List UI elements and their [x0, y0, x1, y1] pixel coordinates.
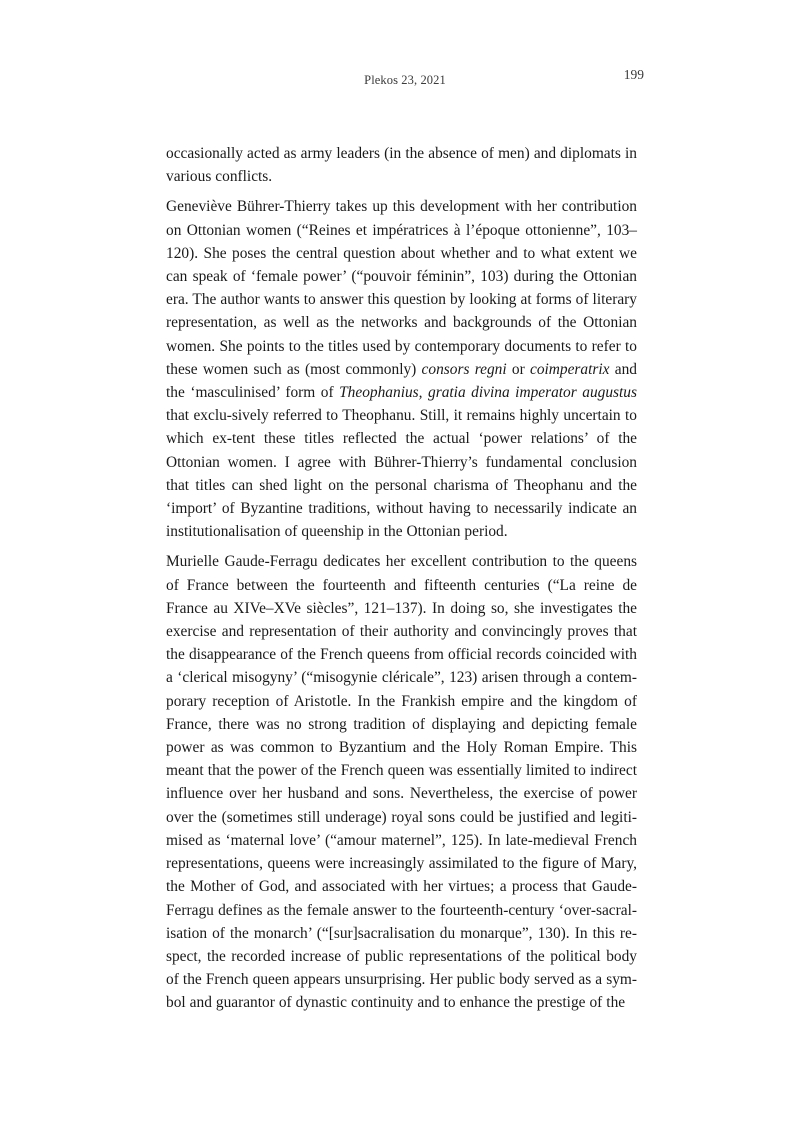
running-head	[166, 72, 644, 90]
page-number: 199	[623, 67, 644, 82]
paragraph-gaude-ferragu: Murielle Gaude-Ferragu dedicates her excellent contribution to the queens of France between the fourteenth and fifteenth centuries (“La reine de France au XIVe–XVe siècles”, 121–137). In doing so, she investigates the exercise and representation of their authority and convincingly proves that the disappearance of the French queens from official records coincided with a ‘clerical misogyny’ (“misogynie cléricale”, 123) arisen through a contem-porary reception of Aristotle. In the Frankish empire and the kingdom of France, there was no strong tradition of displaying and depicting female power as was common to Byzantium and the Holy Roman Empire. This meant that the power of the French queen was essentially limited to indirect influence over her husband and sons. Nevertheless, the exercise of power over the (sometimes still underage) royal sons could be justified and legiti-mised as ‘maternal love’ (“amour maternel”, 125). In late-medieval French representations, queens were increasingly assimilated to the figure of Mary, the Mother of God, and associated with her virtues; a process that Gaude-Ferragu defines as the female answer to the fourteenth-century ‘over-sacral-isation of the monarch’ (“[sur]sacralisation du monarque”, 130). In this re-spect, the recorded increase of public representations of the political body of the French queen appears unsurprising. Her public body served as a sym-bol and guarantor of dynastic continuity and to enhance the prestige of the	[166, 553, 637, 1012]
running-head-title: Plekos 23, 2021	[364, 73, 446, 87]
paragraph-army-leaders: occasionally acted as army leaders (in the absence of men) and diplomats in various conflicts.	[166, 145, 637, 186]
paragraph-buhrer-thierry: Geneviève Bührer-Thierry takes up this development with her contribution on Ottonian women (“Reines et impératrices à l’époque ottonienne”, 103–120). She poses the central question about whether and to what extent we can speak of ‘female power’ (“pouvoir féminin”, 103) during the Ottonian era. The author wants to answer this question by looking at forms of literary representation, as well as the networks and backgrounds of the Ottonian women. She points to the titles used by contemporary documents to refer to these women such as (most commonly) consors regni or coimperatrix and the ‘masculinised’ form of Theophanius, gratia divina imperator augustus that exclu-sively referred to Theophanu. Still, it remains highly uncertain to which ex-tent these titles reflected the actual ‘power relations’ of the Ottonian women. I agree with Bührer-Thierry’s fundamental conclusion that titles can shed light on the personal charisma of Theophanu and the ‘import’ of Byzantine traditions, without having to necessarily indicate an institutionalisation of queenship in the Ottonian period.	[166, 198, 637, 541]
body-text-column	[166, 142, 637, 1015]
